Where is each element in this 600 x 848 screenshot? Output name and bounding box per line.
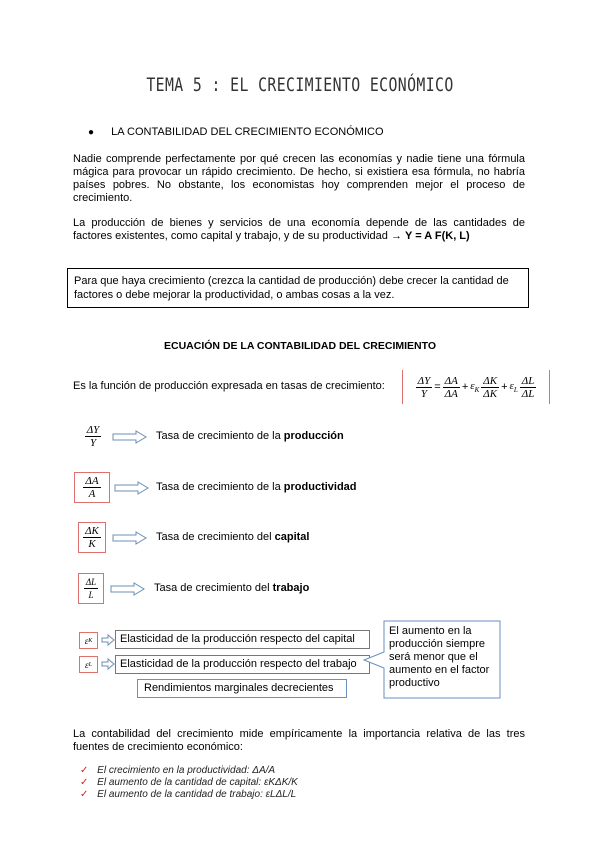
list-item: ✓ El aumento de la cantidad de trabajo: εLΔL/L: [80, 789, 297, 800]
eq-lhs: $\frac{\Delta Y}{Y}$: [417, 374, 431, 400]
sources-list: [80, 765, 298, 801]
rate-label: Tasa de crecimiento del trabajo: [154, 582, 310, 594]
paragraph-production-text: La producción de bienes y servicios de una economía depende de las cantidades de factores existentes, como capital y trabajo, y de su productividad →: [73, 217, 525, 242]
rate-fraction: $\frac{\Delta A}{A}$: [74, 472, 110, 503]
equation-heading: ECUACIÓN DE LA CONTABILIDAD DEL CRECIMIENTO: [163, 340, 437, 352]
paragraph-production: [73, 217, 525, 243]
arrow-icon: [112, 531, 148, 545]
elasticity-l-label: Elasticidad de la producción respecto del trabajo: [115, 655, 370, 674]
elasticity-k-symbol: ε K: [79, 632, 98, 649]
equation-intro: Es la función de producción expresada en tasas de crecimiento:: [73, 380, 385, 392]
eq-term-labour: $\frac{\Delta L}{\Delta L}$: [521, 374, 535, 400]
eq-term-capital: $\frac{\Delta K}{\Delta K}$: [483, 374, 498, 400]
list-item: ✓ El crecimiento en la productividad: ΔA/A: [80, 765, 276, 776]
elasticity-l-symbol: ε L: [79, 656, 98, 673]
rate-fraction: $\frac{\Delta L}{L}$: [78, 573, 104, 604]
rate-label: Tasa de crecimiento de la productividad: [156, 481, 357, 493]
check-icon: ✓: [80, 777, 89, 788]
arrow-icon: [101, 634, 115, 646]
bullet-heading-text: LA CONTABILIDAD DEL CRECIMIENTO ECONÓMICO: [111, 126, 384, 138]
rate-row-production: [80, 424, 344, 449]
rate-label: Tasa de crecimiento del capital: [156, 531, 310, 543]
elasticity-k-label: Elasticidad de la producción respecto del capital: [115, 630, 370, 649]
rate-fraction: $\frac{\Delta K}{K}$: [78, 522, 106, 553]
check-icon: ✓: [80, 765, 89, 776]
marginal-returns-label: Rendimientos marginales decrecientes: [137, 679, 347, 698]
arrow-icon: [110, 582, 146, 596]
rate-row-capital: [78, 522, 309, 553]
eq-elasticity-k: $\varepsilon_K$: [470, 379, 480, 395]
production-formula: Y = A F(K, L): [405, 230, 470, 242]
page-title: TEMA 5 : EL CRECIMIENTO ECONÓMICO: [146, 74, 454, 96]
growth-equation: $\frac{\Delta Y}{Y}$ = $\frac{\Delta A}{\Delta A}$ + $\varepsilon_K$ $\frac{\Delta K}{\Delta K}$ + $\varepsilon_L$ $\frac{\Delta L}{\Delta L}$: [402, 370, 550, 404]
rate-row-productivity: [74, 472, 357, 503]
callout-note: El aumento en la producción siempre será menor que el aumento en el factor productivo: [389, 625, 490, 689]
eq-term-productivity: $\frac{\Delta A}{\Delta A}$: [444, 374, 458, 400]
bullet-heading: [88, 126, 384, 139]
rate-label: Tasa de crecimiento de la producción: [156, 430, 344, 442]
arrow-icon: [112, 430, 148, 444]
paragraph-sources: La contabilidad del crecimiento mide empíricamente la importancia relativa de las tres fuentes de crecimiento económico:: [73, 728, 525, 753]
eq-elasticity-l: $\varepsilon_L$: [509, 379, 518, 395]
check-icon: ✓: [80, 789, 89, 800]
arrow-icon: [101, 658, 115, 670]
rate-row-labour: [78, 573, 309, 604]
bullet-icon: ●: [88, 127, 95, 138]
rate-fraction: $\frac{\Delta Y}{Y}$: [86, 424, 100, 449]
paragraph-intro: Nadie comprende perfectamente por qué crecen las economías y nadie tiene una fórmula mágica para provocar un rápido crecimiento. De hecho, si existiera esa fórmula, no habría países pobres. No obstante, los economistas hoy comprenden mejor el proceso de crecimiento.: [73, 153, 525, 204]
list-item: ✓ El aumento de la cantidad de capital: εKΔK/K: [80, 777, 298, 788]
arrow-icon: [114, 481, 150, 495]
growth-condition-box: Para que haya crecimiento (crezca la cantidad de producción) debe crecer la cantidad de factores o debe mejorar la productividad, o ambas cosas a la vez.: [67, 268, 529, 308]
